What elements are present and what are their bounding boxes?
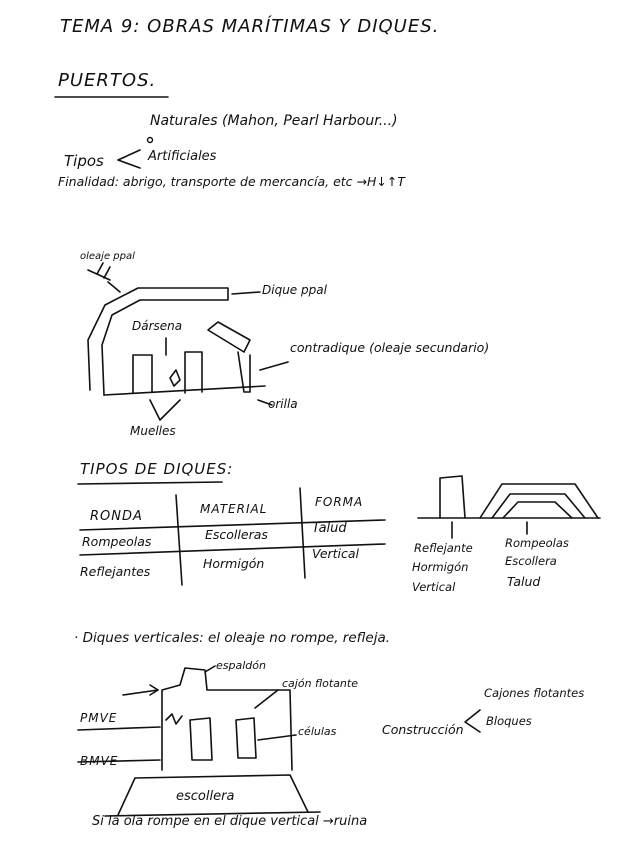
table-header-material: MATERIAL — [200, 502, 268, 516]
tipos-diques-underline — [78, 482, 222, 484]
dike-profiles — [418, 476, 600, 538]
label-cajones-flotantes: Cajones flotantes — [484, 686, 585, 700]
label-dique-ppal: Dique ppal — [262, 283, 327, 297]
page-title: TEMA 9: OBRAS MARÍTIMAS Y DIQUES. — [60, 16, 440, 37]
tipos-label: Tipos — [64, 152, 104, 170]
table-cell: Vertical — [312, 546, 360, 561]
table-cell: Talud — [312, 521, 347, 536]
section-heading-puertos: PUERTOS. — [58, 70, 157, 91]
label-muelles: Muelles — [130, 424, 176, 438]
reflejante-label: Reflejante — [414, 541, 473, 555]
label-espaldon: espaldón — [216, 659, 266, 672]
label-pmve: PMVE — [80, 711, 118, 725]
finalidad-text: Finalidad: abrigo, transporte de mercancía, etc →H↓↑T — [58, 174, 405, 189]
rompeolas-forma: Talud — [507, 574, 541, 589]
label-bloques: Bloques — [486, 714, 532, 728]
label-escollera: escollera — [176, 789, 235, 804]
section-heading-tipos-diques: TIPOS DE DIQUES: — [80, 460, 234, 478]
tipos-natural: Naturales (Mahon, Pearl Harbour...) — [150, 113, 398, 129]
label-orilla: orilla — [268, 397, 298, 411]
label-construccion: Construcción — [382, 722, 464, 737]
label-darsena: Dársena — [132, 319, 183, 333]
rompeolas-label: Rompeolas — [505, 536, 569, 550]
vertical-dike-diagram — [78, 666, 480, 816]
label-bmve: BMVE — [80, 754, 119, 768]
table-cell: Reflejantes — [80, 564, 151, 579]
table-cell: Hormigón — [203, 556, 265, 571]
diques-verticales-text: · Diques verticales: el oleaje no rompe, refleja. — [74, 630, 391, 646]
port-diagram — [88, 263, 288, 420]
reflejante-material: Hormigón — [412, 560, 469, 574]
label-cajon: cajón flotante — [282, 677, 358, 690]
reflejante-forma: Vertical — [412, 580, 456, 594]
rompeolas-material: Escollera — [505, 554, 557, 568]
label-contradique: contradique (oleaje secundario) — [290, 340, 490, 355]
table-header-ronda: RONDA — [90, 509, 143, 524]
table-cell: Escolleras — [205, 527, 268, 542]
table-header-forma: FORMA — [315, 495, 364, 509]
label-oleaje: oleaje ppal — [80, 251, 135, 262]
tipos-artificial: Artificiales — [148, 149, 217, 164]
tipos-bracket — [118, 150, 140, 168]
footer-note: Si la ola rompe en el dique vertical →ruina — [92, 814, 368, 829]
table-cell: Rompeolas — [82, 534, 152, 549]
label-celulas: células — [298, 725, 337, 738]
